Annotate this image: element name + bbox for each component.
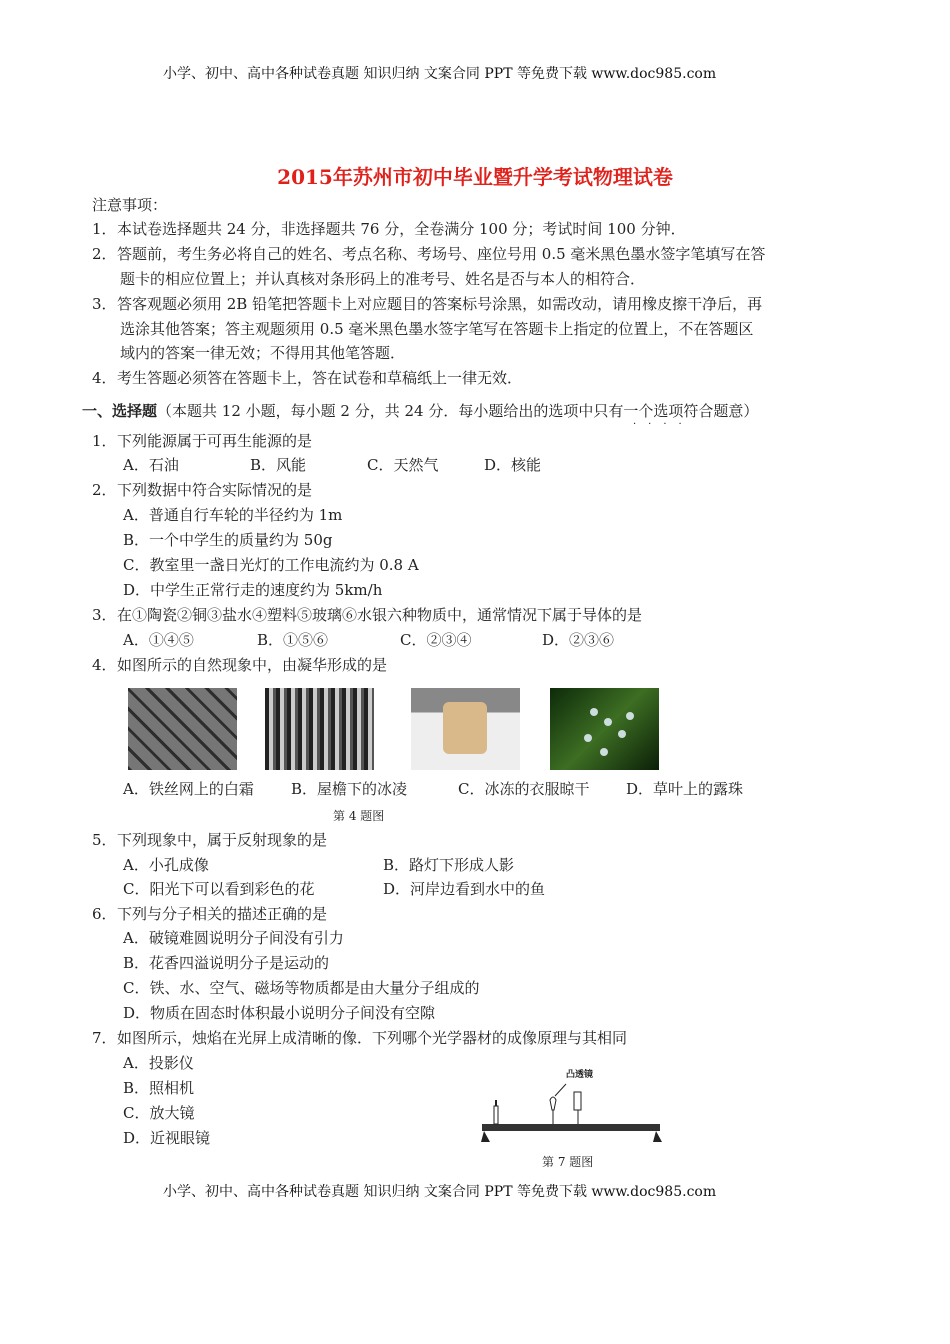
convex-lens-label: 凸透镜	[566, 1070, 594, 1080]
option: D．草叶上的露珠	[626, 780, 744, 798]
option: A．①④⑤	[123, 631, 194, 649]
option: D．物质在固态时体积最小说明分子间没有空隙	[123, 1004, 436, 1022]
option: B．照相机	[123, 1079, 195, 1097]
question-stem: 下列能源属于可再生能源的是	[117, 432, 313, 450]
page-title: 2015年苏州市初中毕业暨升学考试物理试卷	[277, 165, 673, 189]
option: D．核能	[484, 456, 542, 474]
notice-line: 答客观题必须用 2B 铅笔把答题卡上对应题目的答案标号涂黑，如需改动，请用橡皮擦干净后，再	[117, 295, 763, 313]
option: C．铁、水、空气、磁场等物质都是由大量分子组成的	[123, 979, 480, 997]
emphasis-dots: ····	[633, 419, 694, 430]
option: C．阳光下可以看到彩色的花	[123, 880, 315, 898]
option: D．近视眼镜	[123, 1129, 211, 1147]
notice-line: 域内的答案一律无效；不得用其他笔答题．	[120, 344, 406, 362]
frost-wire-mesh-photo	[128, 688, 237, 770]
question-stem: 如图所示，烛焰在光屏上成清晰的像．下列哪个光学器材的成像原理与其相同	[117, 1029, 628, 1047]
question-number: 2．	[92, 481, 117, 499]
section-heading	[82, 402, 758, 420]
option: A．普通自行车轮的半径约为 1m	[123, 506, 343, 524]
option: D．②③⑥	[542, 631, 615, 649]
question-stem: 下列数据中符合实际情况的是	[117, 481, 313, 499]
notice-num: 1．	[92, 220, 117, 238]
option: C．天然气	[367, 456, 439, 474]
notice-num: 3．	[92, 295, 117, 313]
option: A．投影仪	[123, 1054, 194, 1072]
notice-line: 本试卷选择题共 24 分，非选择题共 76 分，全卷满分 100 分；考试时间 100 分钟．	[117, 220, 686, 238]
option: A．铁丝网上的白霜	[123, 780, 254, 798]
figure-caption: 第 7 题图	[542, 1155, 594, 1169]
icicles-photo	[265, 688, 374, 770]
page-footer: 小学、初中、高中各种试卷真题 知识归纳 文案合同 PPT 等免费下载 www.doc985.com	[163, 1184, 717, 1200]
option: C．放大镜	[123, 1104, 195, 1122]
option: B．风能	[250, 456, 307, 474]
option: C．②③④	[400, 631, 472, 649]
question-stem: 下列现象中，属于反射现象的是	[117, 831, 328, 849]
option: C．冰冻的衣服晾干	[458, 780, 590, 798]
notice-line: 考生答题必须答在答题卡上，答在试卷和草稿纸上一律无效．	[117, 369, 523, 387]
option: B．花香四溢说明分子是运动的	[123, 954, 330, 972]
option: B．屋檐下的冰凌	[291, 780, 408, 798]
notice-line: 答题前，考生务必将自己的姓名、考点名称、考场号、座位号用 0.5 毫米黑色墨水签字笔填写在答	[117, 245, 766, 263]
option: D．中学生正常行走的速度约为 5km/h	[123, 581, 383, 599]
optical-bench-figure	[478, 1066, 664, 1148]
option: A．小孔成像	[123, 856, 209, 874]
section-label: 一、选择题	[82, 402, 158, 420]
option: B．①⑤⑥	[257, 631, 329, 649]
question-number: 1．	[92, 432, 117, 450]
page-header: 小学、初中、高中各种试卷真题 知识归纳 文案合同 PPT 等免费下载 www.doc985.com	[163, 66, 717, 82]
question-number: 7．	[92, 1029, 117, 1047]
question-number: 5．	[92, 831, 117, 849]
question-number: 4．	[92, 656, 117, 674]
question-number: 6．	[92, 905, 117, 923]
question-stem: 如图所示的自然现象中，由凝华形成的是	[117, 656, 388, 674]
figure-caption: 第 4 题图	[333, 809, 385, 823]
question-stem: 下列与分子相关的描述正确的是	[117, 905, 328, 923]
option: D．河岸边看到水中的鱼	[383, 880, 546, 898]
notice-line: 题卡的相应位置上；并认真核对条形码上的准考号、姓名是否与本人的相符合．	[120, 270, 646, 288]
option: B．一个中学生的质量约为 50g	[123, 531, 333, 549]
notice-num: 4．	[92, 369, 117, 387]
notice-heading: 注意事项：	[92, 196, 168, 214]
option: C．教室里一盏日光灯的工作电流约为 0.8 A	[123, 556, 419, 574]
question-stem: 在①陶瓷②铜③盐水④塑料⑤玻璃⑥水银六种物质中，通常情况下属于导体的是	[117, 606, 643, 624]
question-number: 3．	[92, 606, 117, 624]
notice-line: 选涂其他答案；答主观题须用 0.5 毫米黑色墨水签字笔写在答题卡上指定的位置上，不在答题区	[120, 320, 754, 338]
section-desc: （本题共 12 小题，每小题 2 分，共 24 分．每小题给出的选项中只有一个选项符合题意）	[157, 402, 759, 420]
dew-on-grass-photo	[550, 688, 659, 770]
option: A．破镜难圆说明分子间没有引力	[123, 929, 344, 947]
frozen-clothes-photo	[411, 688, 520, 770]
option: B．路灯下形成人影	[383, 856, 515, 874]
notice-num: 2．	[92, 245, 117, 263]
option: A．石油	[123, 456, 179, 474]
